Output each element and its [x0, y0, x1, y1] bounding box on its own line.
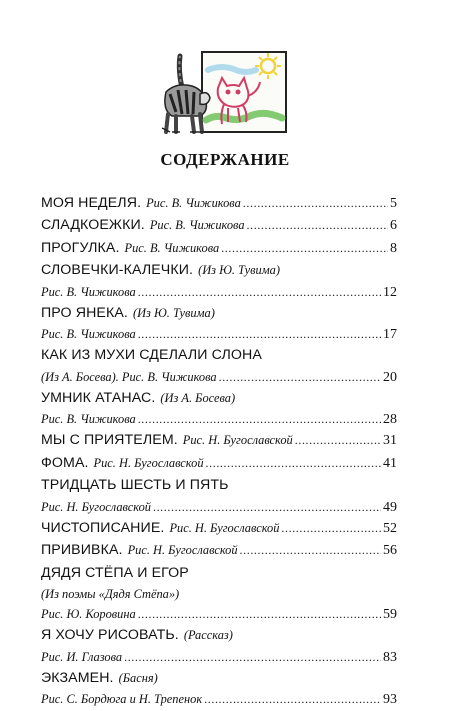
- dot-leader: [153, 497, 381, 517]
- dot-leader: [243, 192, 388, 214]
- entry-credit: Рис. И. Глазова: [41, 649, 123, 664]
- entry-page-number: 59: [383, 607, 397, 623]
- dot-leader: [138, 282, 381, 302]
- entry-credit: Рис. Н. Бугославской: [41, 499, 151, 514]
- entry-page-number: 28: [383, 412, 397, 428]
- entry-credit: Рис. Н. Бугославской: [169, 520, 280, 535]
- entry-title: ФОМА.: [41, 454, 89, 471]
- toc-heading: СОДЕРЖАНИЕ: [160, 150, 290, 169]
- entry-credit: (Рассказ): [183, 628, 233, 643]
- entry-title: МЫ С ПРИЯТЕЛЕМ.: [41, 432, 178, 449]
- toc-line: [41, 604, 397, 624]
- entry-title: УМНИК АТАНАС.: [41, 389, 156, 406]
- entry-credit: Рис. Ю. Коровина: [41, 607, 136, 622]
- entry-credit: (Басня): [118, 670, 158, 685]
- toc-line: [41, 539, 397, 561]
- toc-line: [41, 302, 397, 324]
- entry-credit: Рис. С. Бордюга и Н. Трепенок: [41, 692, 203, 707]
- entry-title: СЛАДКОЕЖКИ.: [41, 217, 145, 234]
- dot-leader: [124, 647, 381, 667]
- dot-leader: [247, 214, 388, 236]
- entry-credit: Рис. В. Чижикова: [146, 196, 241, 210]
- toc-line: [41, 624, 397, 646]
- toc-line: [41, 474, 397, 496]
- table-of-contents: [41, 192, 397, 710]
- toc-line: [41, 282, 397, 302]
- entry-page-number: 20: [383, 369, 397, 385]
- dot-leader: [240, 539, 381, 561]
- dot-leader: [138, 409, 381, 429]
- toc-line: [41, 214, 397, 236]
- toc-line: [41, 517, 397, 539]
- entry-title: ЧИСТОПИСАНИЕ.: [41, 519, 165, 536]
- entry-page-number: 12: [383, 284, 397, 300]
- toc-line: [41, 387, 397, 409]
- entry-credit: (Из Ю. Тувима): [132, 305, 215, 320]
- toc-line: [41, 647, 397, 667]
- entry-credit: Рис. В. Чижикова: [41, 327, 136, 342]
- entry-page-number: 5: [390, 196, 397, 211]
- dot-leader: [206, 452, 381, 474]
- dot-leader: [219, 367, 381, 387]
- entry-title: КАК ИЗ МУХИ СДЕЛАЛИ СЛОНА: [41, 347, 262, 364]
- toc-line: [41, 344, 397, 366]
- cat-illustration: [152, 48, 292, 140]
- toc-line: [41, 237, 397, 259]
- entry-credit: (Из А. Босева). Рис. В. Чижикова: [41, 369, 217, 384]
- entry-page-number: 52: [383, 520, 397, 536]
- entry-title: ПРО ЯНЕКА.: [41, 304, 128, 321]
- toc-line: [41, 429, 397, 451]
- entry-page-number: 17: [383, 327, 397, 343]
- entry-page-number: 8: [390, 240, 397, 256]
- dot-leader: [138, 324, 381, 344]
- entry-page-number: 56: [383, 543, 397, 559]
- entry-title: ЭКЗАМЕН.: [41, 669, 114, 686]
- entry-credit: Рис. В. Чижикова: [41, 284, 136, 299]
- toc-line: [41, 367, 397, 387]
- entry-title: МОЯ НЕДЕЛЯ.: [41, 195, 142, 211]
- toc-line: [41, 584, 397, 604]
- entry-credit: Рис. Н. Бугославской: [93, 455, 204, 470]
- entry-credit: Рис. Н. Бугославской: [182, 433, 293, 448]
- dot-leader: [138, 604, 381, 624]
- entry-title: СЛОВЕЧКИ-КАЛЕЧКИ.: [41, 262, 194, 279]
- entry-credit: Рис. В. Чижикова: [124, 240, 220, 255]
- entry-page-number: 49: [383, 499, 397, 515]
- dot-leader: [204, 689, 381, 709]
- dot-leader: [281, 517, 381, 539]
- entry-page-number: 31: [383, 433, 397, 449]
- toc-line: [41, 324, 397, 344]
- entry-page-number: 6: [390, 218, 397, 234]
- entry-page-number: 83: [383, 649, 397, 665]
- toc-line: [41, 689, 397, 709]
- toc-line: [41, 497, 397, 517]
- entry-credit: Рис. Н. Бугославской: [127, 543, 238, 558]
- entry-title: ПРОГУЛКА.: [41, 239, 120, 256]
- entry-credit: Рис. В. Чижикова: [41, 412, 136, 427]
- entry-credit: (Из А. Босева): [160, 390, 236, 405]
- dot-leader: [295, 429, 381, 451]
- entry-title: Я ХОЧУ РИСОВАТЬ.: [41, 627, 179, 644]
- entry-page-number: 41: [383, 455, 397, 471]
- toc-line: [41, 259, 397, 281]
- toc-line: [41, 192, 397, 214]
- entry-credit: Рис. В. Чижикова: [149, 218, 245, 233]
- toc-line: [41, 452, 397, 474]
- entry-title: ДЯДЯ СТЁПА И ЕГОР: [41, 564, 189, 581]
- toc-line: [41, 667, 397, 689]
- entry-title: ПРИВИВКА.: [41, 542, 123, 559]
- toc-line: [41, 562, 397, 584]
- toc-line: [41, 409, 397, 429]
- entry-page-number: 93: [383, 692, 397, 708]
- entry-credit: (Из Ю. Тувима): [198, 263, 280, 278]
- entry-credit: (Из поэмы «Дядя Стёпа»): [41, 587, 180, 602]
- entry-title: ТРИДЦАТЬ ШЕСТЬ И ПЯТЬ: [41, 477, 229, 494]
- dot-leader: [221, 237, 388, 259]
